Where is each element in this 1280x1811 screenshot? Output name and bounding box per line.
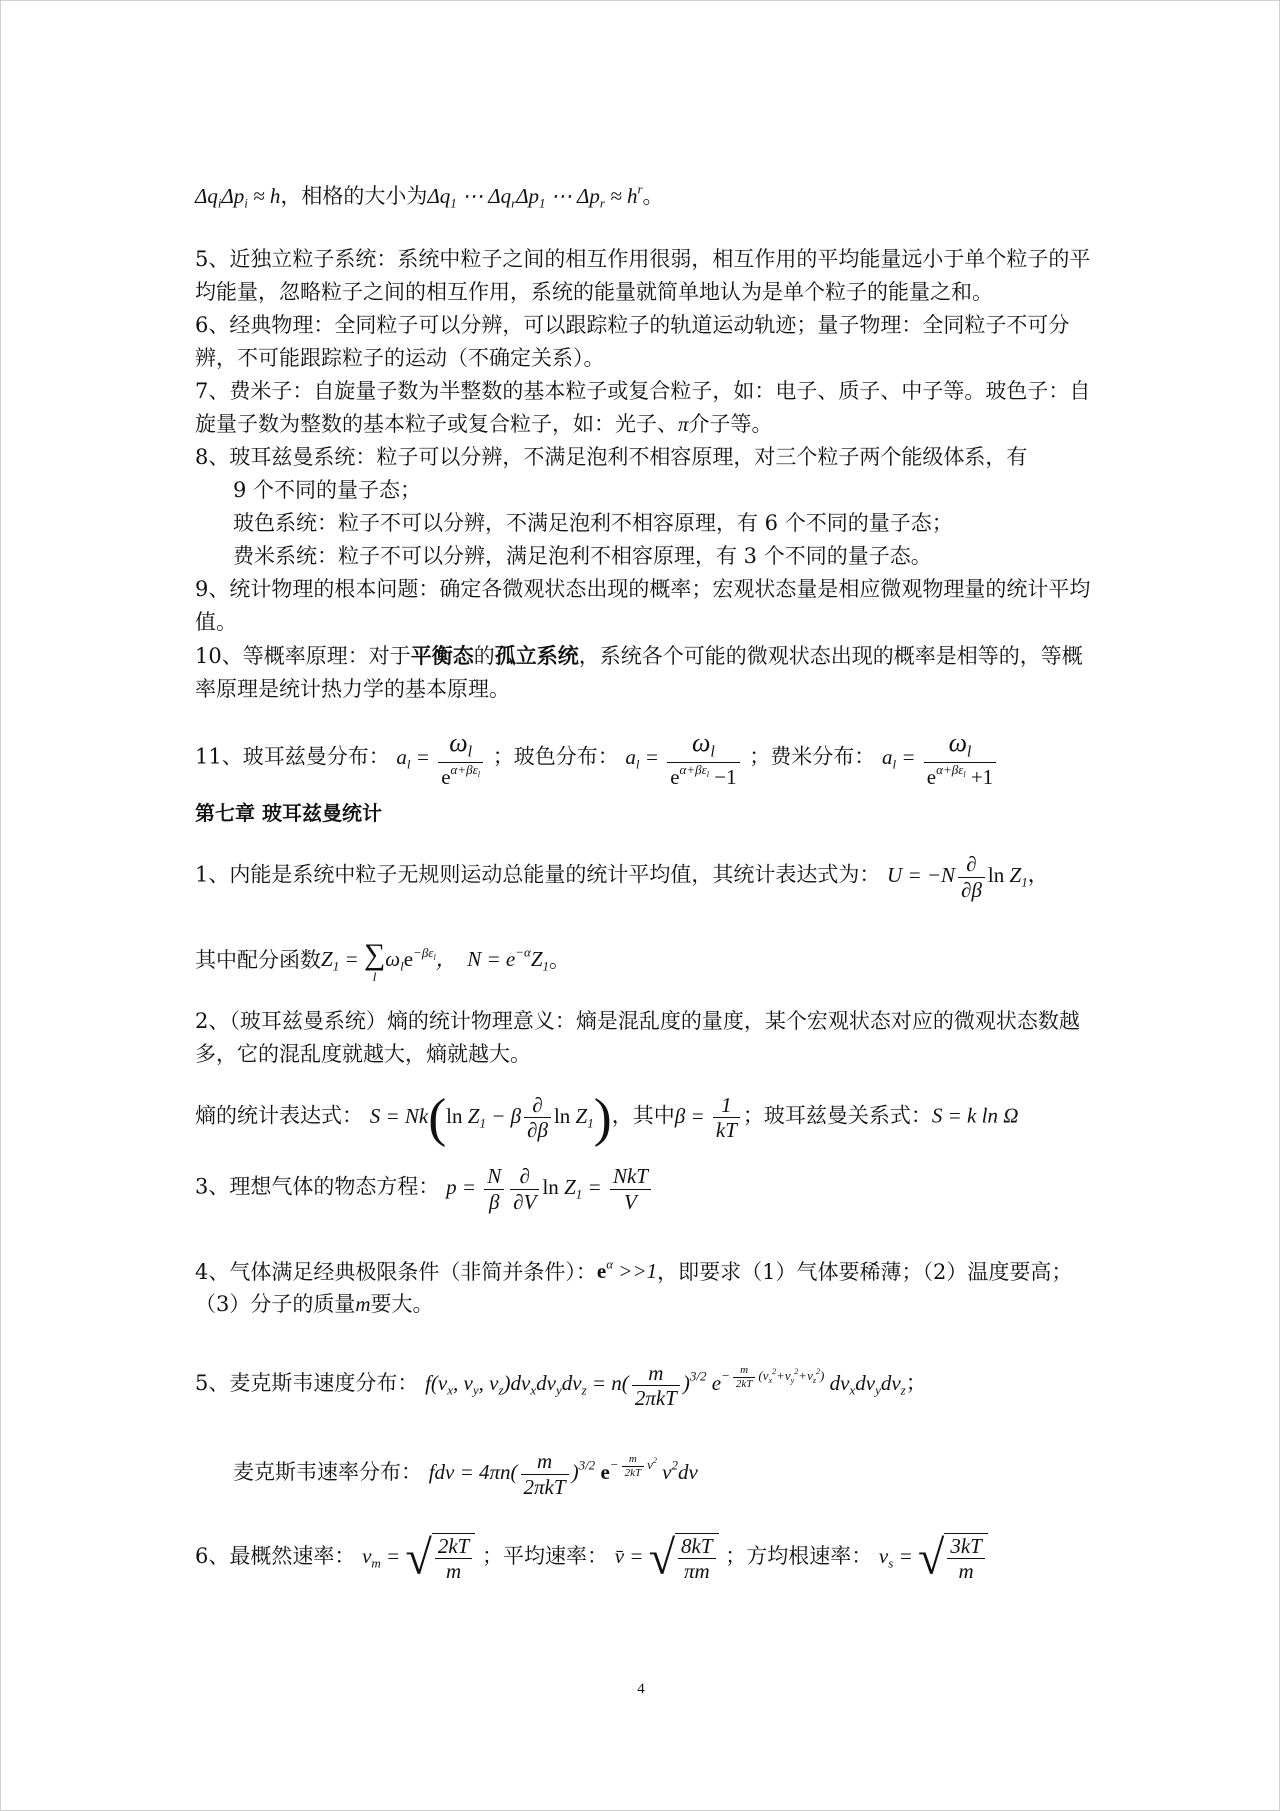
n-formula: ， $N = e^{-\alpha}Z_1$ bbox=[435, 944, 550, 974]
bose-label: ；玻色分布： bbox=[492, 744, 619, 769]
item-10-equilibrium: 平衡态 bbox=[410, 643, 474, 669]
item-8-bose: 玻色系统：粒子不可以分辨，不满足泡利不相容原理，有 6 个不同的量子态； bbox=[233, 511, 953, 536]
page-number: 4 bbox=[637, 1681, 645, 1697]
most-probable-label: 6、最概然速率： bbox=[195, 1543, 356, 1568]
maxwell-speed-formula: fdv = 4πn( $\frac{m}{\text{2πkT}}$ )$^{3/2}$ $e^{- \frac{m}{2kT} v^2}$ $v^2dv$ bbox=[428, 1449, 698, 1499]
item-7-text-end: 介子等。 bbox=[688, 412, 773, 437]
chapter-7-title: 第七章 玻耳兹曼统计 bbox=[195, 801, 382, 826]
page-content bbox=[195, 161, 1093, 1583]
item-7 bbox=[195, 375, 1093, 441]
most-probable-formula: $v_m$ = √ $\frac{2kT}{m}$ bbox=[362, 1544, 475, 1568]
item-7-text: 7、费米子：自旋量子数为半整数的基本粒子或复合粒子，如：电子、质子、中子等。玻色子：自旋量子数为整数的基本粒子或复合粒子，如：光子、 bbox=[195, 379, 1091, 437]
item-10 bbox=[195, 639, 1093, 706]
cell-size-line bbox=[195, 161, 1093, 231]
partition-label: 其中配分函数 bbox=[195, 947, 321, 972]
maxwell-speed-label: 麦克斯韦速率分布： bbox=[233, 1459, 422, 1484]
c7-item-3 bbox=[195, 1164, 1093, 1213]
classical-limit-condition: $e^\alpha >>1$ bbox=[596, 1256, 658, 1284]
item-8-fermi: 费米系统：粒子不可以分辨，满足泡利不相容原理，有 3 个不同的量子态。 bbox=[233, 544, 932, 569]
c7-item-2: 2、（玻耳兹曼系统）熵的统计物理意义：熵是混乱度的量度，某个宏观状态对应的微观状态数越多，它的混乱度就越大，熵就越大。 bbox=[195, 1009, 1080, 1067]
maxwell-velocity-formula: $f(v_x$, $v_y$, $v_z)dv_xdv_ydv_z = n$( $\frac{m}{\text{2πkT}}$ )$^{3/2}$ $e^{- \frac{m}{2kT} (v_x^2+v_y^2+v_z^2)}$ $dv_xdv_ydv_z$ bbox=[425, 1360, 906, 1410]
beta-formula: β = $\frac{1}{kT}$ bbox=[675, 1104, 743, 1128]
mass-symbol: m bbox=[355, 1292, 371, 1317]
item-10-prefix: 10、等概率原理：对于 bbox=[195, 644, 411, 669]
item-10-mid: 的 bbox=[473, 644, 495, 669]
boltzmann-relation: S = k ln Ω bbox=[931, 1103, 1019, 1128]
item-10-suffix: ，系统各个可能的微观状态出现的概率是相等的，等概率原理是统计热力学的基本原理。 bbox=[195, 644, 1083, 702]
cell-size-end: 。 bbox=[642, 183, 664, 208]
fermi-label: ；费米分布： bbox=[749, 744, 876, 769]
c7-item-4-prefix: 4、气体满足经典极限条件（非简并条件）： bbox=[195, 1259, 597, 1284]
partition-formula: $Z_1$ = ∑ l $\omega_le^{-\beta\varepsilon_l}$ bbox=[321, 938, 436, 985]
rms-speed-label: ；方均根速率： bbox=[725, 1543, 873, 1568]
mb-formula: $a_l$ = $\frac{\omega_l}{e^{\alpha+\beta\varepsilon_l}}$ bbox=[396, 745, 486, 769]
item-10-isolated: 孤立系统 bbox=[494, 643, 579, 669]
c7-item-1 bbox=[195, 852, 1093, 901]
internal-energy-formula: U = −N $\frac{\partial}{\partial\beta}$ $\ln Z_1$ bbox=[887, 852, 1028, 902]
partition-end: 。 bbox=[549, 947, 571, 972]
average-speed-formula: v̄ = √ $\frac{8kT}{\pi m}$ bbox=[615, 1544, 719, 1568]
c7-item-5 bbox=[195, 1355, 1093, 1410]
entropy-formula: S = Nk(ln $Z_1 - \beta$ $\frac{\partial}{\partial\beta}$ $\ln Z_1$) bbox=[369, 1087, 612, 1148]
c7-item-1-text: 1、内能是系统中粒子无规则运动总能量的统计平均值，其统计表达式为： bbox=[195, 862, 881, 887]
rms-speed-formula: $v_s$ = √ $\frac{3kT}{m}$ bbox=[879, 1544, 988, 1568]
entropy-label: 熵的统计表达式： bbox=[195, 1103, 363, 1128]
state-equation: p = $\frac{N}{\beta}$ $\frac{\partial}{\partial V}$ $\ln Z_1$ = $\frac{\text{NkT}}{V}$ bbox=[446, 1175, 654, 1199]
partition-function-line bbox=[195, 936, 1093, 983]
item-8-cont: 9 个不同的量子态； bbox=[233, 478, 422, 503]
cell-size-formula: $\Delta q_1$ ⋯ $\Delta q_r\Delta p_1$ ⋯ $\Delta p_r \approx h^r$ bbox=[427, 181, 643, 211]
item-5: 5、近独立粒子系统：系统中粒子之间的相互作用很弱，相互作用的平均能量远小于单个粒子的平均能量，忽略粒子之间的相互作用，系统的能量就简单地认为是单个粒子的能量之和。 bbox=[195, 247, 1091, 305]
maxwell-speed-line bbox=[195, 1444, 1093, 1499]
c7-item-4 bbox=[195, 1248, 1093, 1322]
c7-item-4-end: 要大。 bbox=[370, 1292, 434, 1317]
maxwell-velocity-end: ； bbox=[905, 1371, 927, 1396]
maxwell-velocity-label: 5、麦克斯韦速度分布： bbox=[195, 1371, 419, 1396]
item-9: 9、统计物理的根本问题：确定各微观状态出现的概率；宏观状态量是相应微观物理量的统计平均值。 bbox=[195, 577, 1091, 635]
item-8: 8、玻耳兹曼系统：粒子可以分辨，不满足泡利不相容原理，对三个粒子两个能级体系，有 bbox=[195, 445, 1028, 470]
c7-item-4-suffix: ，即要求（1）气体要稀薄；（2）温度要高；（3）分子的质量 bbox=[195, 1259, 1073, 1317]
mb-label: 11、玻耳兹曼分布： bbox=[195, 744, 390, 769]
entropy-where: ，其中 bbox=[611, 1103, 675, 1128]
bose-formula: $a_l$ = $\frac{\omega_l}{e^{\alpha+\beta\varepsilon_l} -1}$ bbox=[625, 745, 742, 769]
c7-item-1-end: ， bbox=[1027, 862, 1049, 887]
item-11 bbox=[195, 728, 1093, 789]
fermi-formula: $a_l$ = $\frac{\omega_l}{e^{\alpha+\beta\varepsilon_l} +1}$ bbox=[882, 745, 999, 769]
average-speed-label: ；平均速率： bbox=[482, 1543, 608, 1568]
item-6: 6、经典物理：全同粒子可以分辨，可以跟踪粒子的轨道运动轨迹；量子物理：全同粒子不可分辨，不可能跟踪粒子的运动（不确定关系）。 bbox=[195, 313, 1070, 371]
entropy-line bbox=[195, 1087, 1093, 1148]
c7-item-3-text: 3、理想气体的物态方程： bbox=[195, 1174, 440, 1199]
cell-size-text: ，相格的大小为 bbox=[280, 183, 428, 208]
relation-label: ；玻耳兹曼关系式： bbox=[742, 1103, 932, 1128]
pi-symbol: π bbox=[678, 412, 689, 437]
uncertainty-formula: $\Delta q_i\Delta p_i \approx h$ bbox=[195, 183, 281, 211]
c7-item-6 bbox=[195, 1533, 1093, 1583]
